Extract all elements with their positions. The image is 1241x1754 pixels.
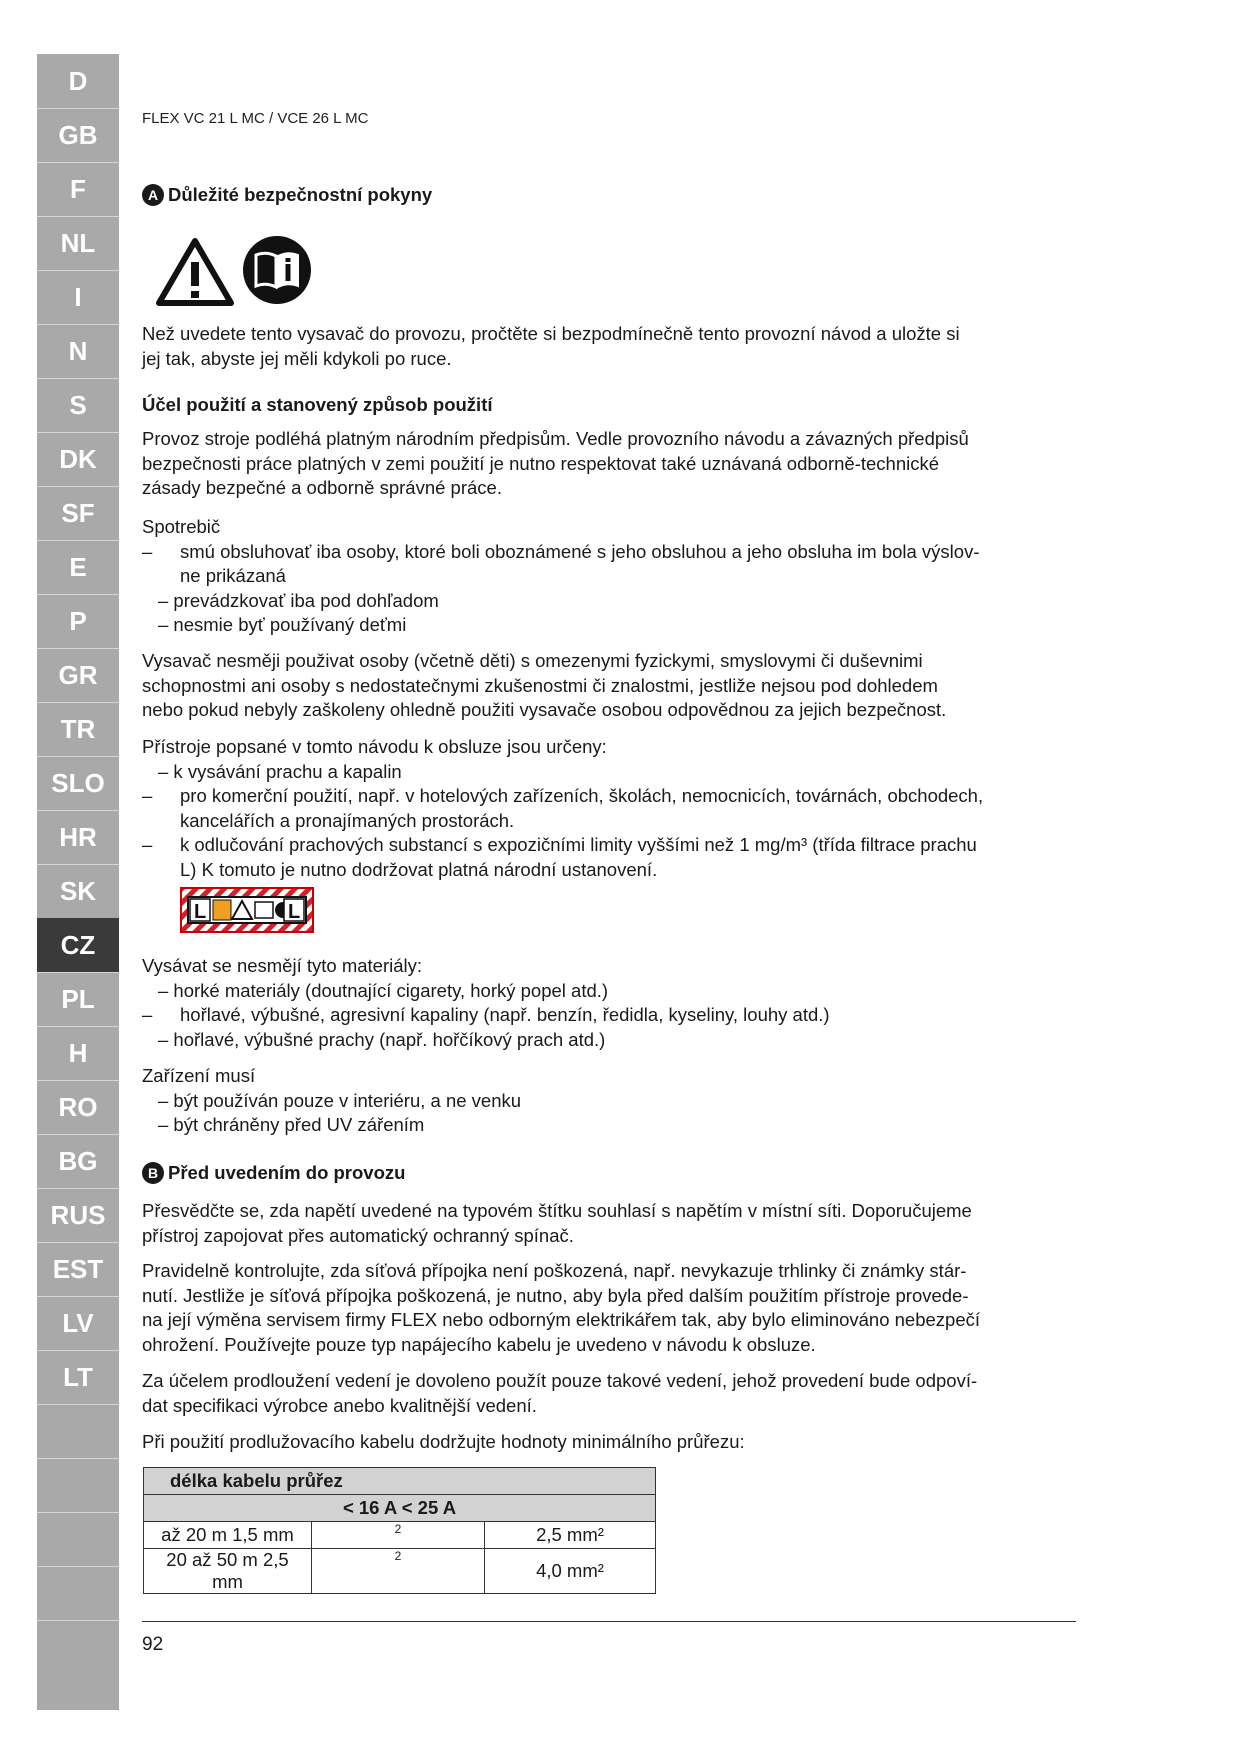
persons-paragraph	[142, 649, 1072, 723]
text-line: nebo pokud nebyly zaškoleny ohledně použiti vysavače osobou odpovědnou za jejich bezpečnost.	[142, 699, 947, 720]
section-b-para2	[142, 1259, 1072, 1357]
lang-tab-empty	[37, 1512, 119, 1567]
lang-tab-f[interactable]: F	[37, 162, 119, 217]
list-item	[142, 784, 1072, 809]
text-line: bezpečnosti práce platných v zemi použití je nutno respektovat také uznávaná odborně-technické	[142, 452, 940, 474]
lang-tab-dk[interactable]: DK	[37, 432, 119, 487]
lang-tab-tr[interactable]: TR	[37, 702, 119, 757]
list-item-continued: L) K tomuto je nutno dodržovat platná národní ustanovení.	[180, 858, 658, 880]
must-block	[142, 1064, 1072, 1138]
dash-marker: –	[142, 540, 153, 562]
usage-paragraph	[142, 427, 1072, 501]
lang-tab-nl[interactable]: NL	[37, 216, 119, 271]
document-header: FLEX VC 21 L MC / VCE 26 L MC	[142, 110, 369, 127]
table-row	[144, 1522, 656, 1549]
section-b-para4: Při použití prodlužovacího kabelu dodržujte hodnoty minimálního průřezu:	[142, 1431, 745, 1452]
lang-tab-lv[interactable]: LV	[37, 1296, 119, 1351]
list-item-text: smú obsluhovať iba osoby, ktoré boli oboznámené s jeho obsluhou a jeho obsluha im bola výslov-	[180, 540, 980, 562]
list-item-text: k odlučování prachových substancí s expozičními limity vyššími než 1 mg/m³ (třída filtrace prachu	[180, 834, 977, 855]
text-line: Pravidelně kontrolujte, zda síťová přípojka není poškozená, např. nevykazuje trhlinky či známky stár-	[142, 1260, 967, 1281]
section-a-title	[142, 183, 1072, 207]
list-item-text: pro komerční použití, např. v hotelových zařízeních, školách, nemocnicích, továrnách, obchodech,	[180, 785, 984, 806]
lang-tab-gr[interactable]: GR	[37, 648, 119, 703]
table-cell: až 20 m 1,5 mm	[144, 1522, 312, 1549]
text-line: zásady bezpečné a odborně správné práce.	[142, 477, 502, 498]
lang-tab-bg[interactable]: BG	[37, 1134, 119, 1189]
list-item-text: hořlavé, výbušné, agresivní kapaliny (např. benzín, ředidla, kyseliny, louhy atd.)	[180, 1004, 830, 1025]
lang-tab-pl[interactable]: PL	[37, 972, 119, 1027]
lang-tab-rus[interactable]: RUS	[37, 1188, 119, 1243]
lang-tab-d[interactable]: D	[37, 54, 119, 109]
table-cell: 2	[312, 1522, 485, 1549]
section-b-para3	[142, 1369, 1072, 1418]
list-item-continued: ne prikázaná	[180, 565, 286, 586]
text-line: na její výměna servisem firmy FLEX nebo odborným elektrikářem tak, aby bylo eliminováno nebezpečí	[142, 1309, 981, 1330]
lang-tab-empty	[37, 1566, 119, 1621]
dash-marker: –	[142, 1004, 153, 1025]
language-sidebar	[37, 54, 119, 1710]
table-header-cell: < 16 A < 25 A	[144, 1495, 656, 1522]
list-item: – horké materiály (doutnající cigarety, horký popel atd.)	[158, 979, 609, 1001]
list-item: – hořlavé, výbušné prachy (např. hořčíkový prach atd.)	[158, 1028, 606, 1050]
table-cell: 2	[312, 1549, 485, 1594]
lang-tab-i[interactable]: I	[37, 270, 119, 325]
table-header-row	[144, 1495, 656, 1522]
list-item: – nesmie byť používaný deťmi	[158, 614, 407, 635]
devices-block	[142, 735, 1072, 882]
list-item	[142, 1003, 1072, 1028]
text-line: Přesvědčte se, zda napětí uvedené na typovém štítku souhlasí s napětím v místní síti. Doporučujeme	[142, 1200, 972, 1221]
lang-tab-sf[interactable]: SF	[37, 486, 119, 541]
lang-tab-s[interactable]: S	[37, 378, 119, 433]
section-a-badge: A	[142, 184, 164, 206]
devices-label: Přístroje popsané v tomto návodu k obsluze jsou určeny:	[142, 736, 607, 757]
text-line: ohrožení. Používejte pouze typ napájecího kabelu je uvedeno v návodu k obsluze.	[142, 1333, 816, 1355]
text-line: jej tak, abyste jej měli kdykoli po ruce.	[142, 347, 452, 369]
section-b-badge: B	[142, 1162, 164, 1184]
lang-tab-empty	[37, 1404, 119, 1459]
label-letter-right: L	[288, 901, 301, 923]
table-row	[144, 1549, 656, 1594]
read-manual-icon	[242, 235, 312, 305]
warning-triangle-icon	[154, 236, 236, 308]
dash-marker: –	[142, 834, 153, 855]
must-label: Zařízení musí	[142, 1065, 256, 1086]
lang-tab-empty	[37, 1458, 119, 1513]
lang-tab-est[interactable]: EST	[37, 1242, 119, 1297]
lang-tab-hr[interactable]: HR	[37, 810, 119, 865]
text-line: přístroj zapojovat přes automatický ochranný spínač.	[142, 1224, 574, 1246]
usage-heading: Účel použití a stanovený způsob použití	[142, 394, 493, 415]
text-line: dat specifikaci výrobce anebo kvalitnější vedení.	[142, 1394, 537, 1416]
lang-tab-cz[interactable]: CZ	[37, 918, 119, 973]
table-cell: 20 až 50 m 2,5 mm	[144, 1549, 312, 1594]
table-header-cell: délka kabelu průřez	[144, 1468, 656, 1495]
section-a-title-text: Důležité bezpečnostní pokyny	[168, 184, 433, 205]
lang-tab-slo[interactable]: SLO	[37, 756, 119, 811]
lang-tab-lt[interactable]: LT	[37, 1350, 119, 1405]
list-item: – prevádzkovať iba pod dohľadom	[158, 589, 439, 611]
lang-tab-ro[interactable]: RO	[37, 1080, 119, 1135]
table-header-row	[144, 1468, 656, 1495]
page-number: 92	[142, 1634, 164, 1655]
label-letter-left: L	[194, 901, 207, 923]
text-line: Než uvedete tento vysavač do provozu, pročtěte si bezpodmínečně tento provozní návod a uložte si	[142, 323, 960, 344]
lang-tab-h[interactable]: H	[37, 1026, 119, 1081]
text-line: Vysavač nesměji použivat osoby (včetně děti) s omezenymi fyzickymi, smyslovymi či duševnimi	[142, 650, 923, 671]
spotrebic-label: Spotrebič	[142, 516, 221, 537]
list-item: – k vysávání prachu a kapalin	[158, 760, 402, 782]
list-item	[142, 540, 1072, 565]
cable-cross-section-table	[143, 1467, 656, 1594]
lang-tab-empty	[37, 1620, 119, 1674]
list-item-continued: kancelářích a pronajímaných prostorách.	[180, 809, 515, 831]
forbidden-block	[142, 954, 1072, 1052]
lang-tab-p[interactable]: P	[37, 594, 119, 649]
section-b-para1	[142, 1199, 1072, 1248]
list-item: – být používán pouze v interiéru, a ne venku	[158, 1089, 522, 1111]
dust-class-l-label	[180, 887, 314, 933]
lang-tab-sk[interactable]: SK	[37, 864, 119, 919]
forbidden-label: Vysávat se nesmějí tyto materiály:	[142, 955, 423, 976]
lang-tab-e[interactable]: E	[37, 540, 119, 595]
dash-marker: –	[142, 785, 153, 806]
list-item	[142, 833, 1072, 858]
text-line: schopnostmi ani osoby s nedostatečnymi zkušenostmi či znalostmi, jestliže nejsou pod dohledem	[142, 674, 938, 696]
text-line: Provoz stroje podléhá platným národním předpisům. Vedle provozního návodu a závazných předpisů	[142, 428, 969, 449]
intro-paragraph	[142, 322, 1072, 371]
section-b-title-text: Před uvedením do provozu	[168, 1162, 406, 1183]
section-b-title	[142, 1161, 1072, 1185]
table-cell: 2,5 mm²	[485, 1522, 656, 1549]
table-cell: 4,0 mm²	[485, 1549, 656, 1594]
text-line: Za účelem prodloužení vedení je dovoleno použít pouze takové vedení, jehož provedení bude odpoví-	[142, 1370, 978, 1391]
lang-tab-n[interactable]: N	[37, 324, 119, 379]
footer-divider	[142, 1621, 1076, 1622]
spotrebic-block	[142, 515, 1072, 638]
lang-tab-gb[interactable]: GB	[37, 108, 119, 163]
text-line: nutí. Jestliže je síťová přípojka poškozená, je nutno, aby byla před dalším použitím přístroje provede-	[142, 1284, 969, 1306]
list-item: – být chráněny před UV zářením	[158, 1114, 425, 1135]
